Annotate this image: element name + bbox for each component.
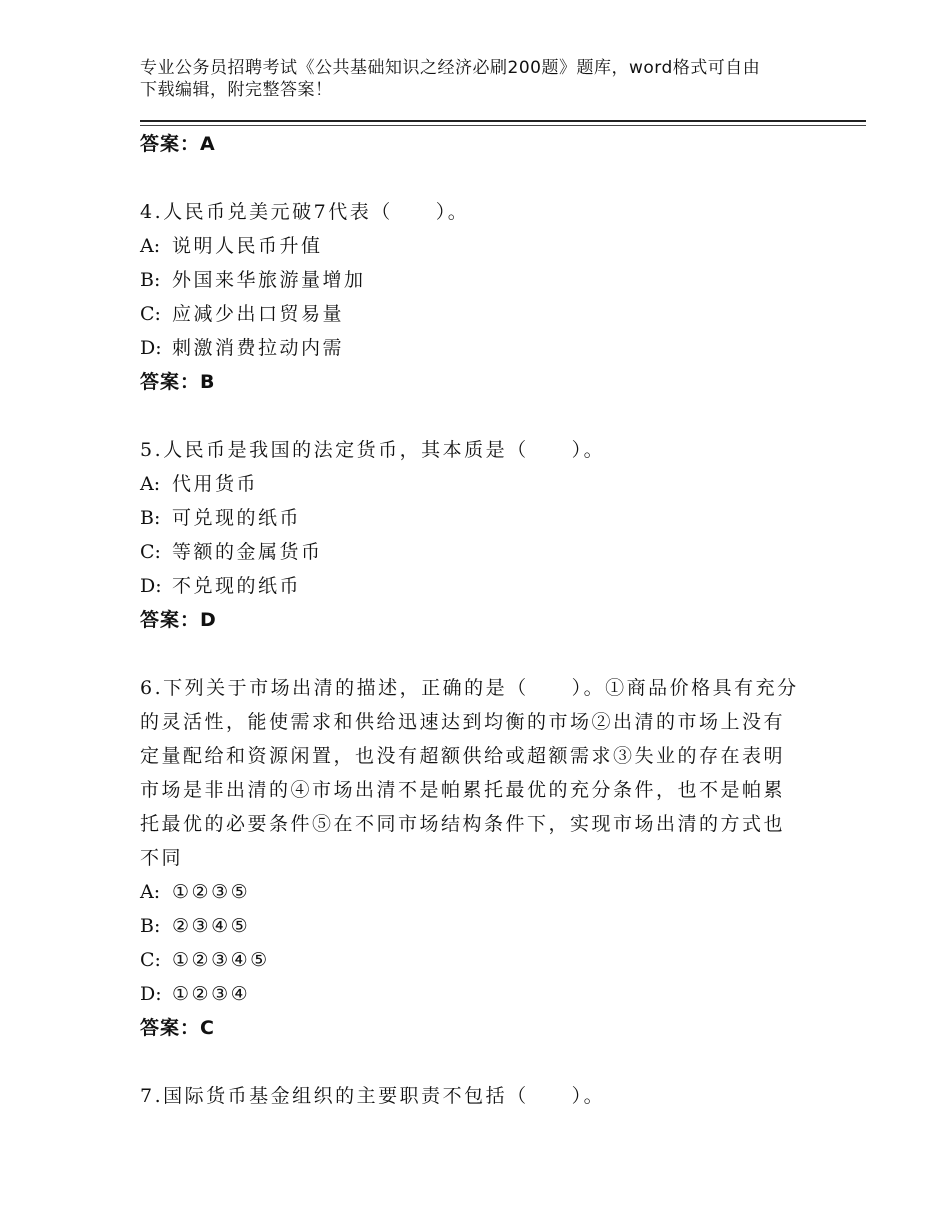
- option-text: 应减少出口贸易量: [172, 303, 345, 325]
- header-line-1: 专业公务员招聘考试《公共基础知识之经济必刷200题》题库，word格式可自由: [140, 58, 761, 78]
- option-letter: A:: [140, 235, 161, 257]
- option-text: 外国来华旅游量增加: [172, 269, 366, 291]
- option-text: 代用货币: [172, 473, 259, 495]
- option-b: [140, 263, 800, 297]
- option-letter: C:: [140, 303, 161, 325]
- option-text: ①②③⑤: [172, 881, 251, 903]
- option-c: [140, 943, 800, 977]
- option-text: 等额的金属货币: [172, 541, 323, 563]
- option-letter: B:: [140, 507, 161, 529]
- option-text: 说明人民币升值: [172, 235, 323, 257]
- option-letter: A:: [140, 881, 161, 903]
- option-letter: D:: [140, 337, 162, 359]
- option-b: [140, 909, 800, 943]
- question-stem: 6.下列关于市场出清的描述，正确的是（ ）。①商品价格具有充分的灵活性，能使需求和供给迅速达到均衡的市场②出清的市场上没有定量配给和资源闲置，也没有超额供给或超额需求③失业的存在表明市场是非出清的④市场出清不是帕累托最优的充分条件，也不是帕累托最优的必要条件⑤在不同市场结构条件下，实现市场出清的方式也不同: [140, 677, 799, 869]
- answer-prev-question: 答案：A: [140, 133, 216, 155]
- question-stem: 7.国际货币基金组织的主要职责不包括（ ）。: [140, 1085, 606, 1107]
- header-line-2: 下载编辑，附完整答案！: [140, 80, 333, 100]
- option-c: [140, 297, 800, 331]
- option-d: [140, 331, 800, 365]
- question-stem: 5.人民币是我国的法定货币，其本质是（ ）。: [140, 439, 606, 461]
- question-4: [140, 195, 800, 399]
- spacer: [140, 637, 800, 671]
- question-answer: 答案：C: [140, 1017, 215, 1039]
- question-5: [140, 433, 800, 637]
- option-letter: B:: [140, 269, 161, 291]
- option-text: ①②③④: [172, 983, 251, 1005]
- option-letter: C:: [140, 541, 161, 563]
- option-c: [140, 535, 800, 569]
- question-6: [140, 671, 800, 1045]
- option-letter: A:: [140, 473, 161, 495]
- option-a: [140, 229, 800, 263]
- option-letter: D:: [140, 983, 162, 1005]
- option-d: [140, 977, 800, 1011]
- option-text: 可兑现的纸币: [172, 507, 302, 529]
- question-answer: 答案：D: [140, 609, 217, 631]
- question-7: [140, 1079, 800, 1113]
- question-list: [140, 127, 800, 1113]
- spacer: [140, 161, 800, 195]
- option-a: [140, 875, 800, 909]
- header-rule-thick: [140, 120, 866, 122]
- option-letter: C:: [140, 949, 161, 971]
- question-answer: 答案：B: [140, 371, 216, 393]
- option-text: ②③④⑤: [172, 915, 251, 937]
- document-header: [140, 57, 808, 101]
- option-a: [140, 467, 800, 501]
- header-rule-thin: [140, 125, 866, 126]
- option-d: [140, 569, 800, 603]
- option-b: [140, 501, 800, 535]
- option-letter: D:: [140, 575, 162, 597]
- question-stem: 4.人民币兑美元破7代表（ ）。: [140, 201, 470, 223]
- spacer: [140, 1045, 800, 1079]
- option-text: ①②③④⑤: [172, 949, 270, 971]
- spacer: [140, 399, 800, 433]
- option-letter: B:: [140, 915, 161, 937]
- option-text: 刺激消费拉动内需: [172, 337, 345, 359]
- option-text: 不兑现的纸币: [172, 575, 302, 597]
